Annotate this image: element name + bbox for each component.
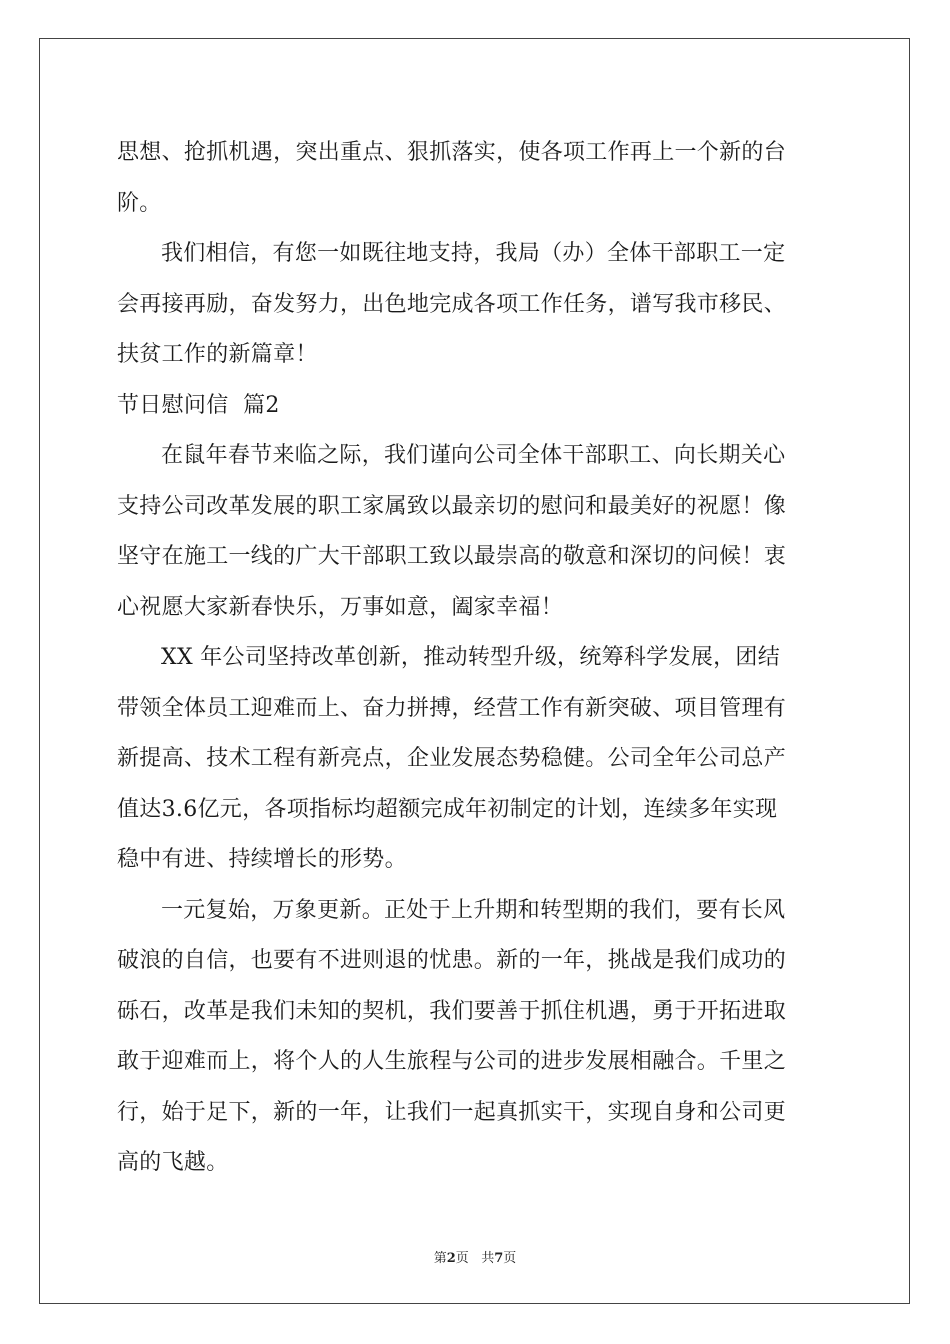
footer-suffix: 页	[503, 1251, 517, 1266]
body-line: 高的飞越。	[117, 1150, 229, 1175]
current-page-number: 2	[446, 1251, 456, 1266]
body-line: 敢于迎难而上，将个人的人生旅程与公司的进步发展相融合。千里之	[117, 1049, 787, 1074]
body-line: 新提高、技术工程有新亮点，企业发展态势稳健。公司全年公司总产	[117, 746, 787, 771]
page-footer	[0, 1247, 950, 1266]
body-line: 带领全体员工迎难而上、奋力拼搏，经营工作有新突破、项目管理有	[117, 695, 787, 721]
body-line: XX 年公司坚持改革创新，推动转型升级，统筹科学发展，团结	[161, 645, 781, 670]
total-page-number: 7	[494, 1251, 504, 1266]
section-heading: 节日慰问信 篇2	[117, 392, 280, 418]
body-line: 支持公司改革发展的职工家属致以最亲切的慰问和最美好的祝愿！像	[117, 493, 787, 519]
footer-prefix: 第	[433, 1251, 447, 1266]
body-line: 阶。	[117, 190, 162, 216]
body-line: 砾石，改革是我们未知的契机，我们要善于抓住机遇，勇于开拓进取	[117, 998, 787, 1024]
body-line: 行，始于足下，新的一年，让我们一起真抓实干，实现自身和公司更	[117, 1099, 787, 1125]
body-line: 破浪的自信，也要有不进则退的忧患。新的一年，挑战是我们成功的	[117, 948, 787, 973]
body-line: 值达3.6亿元，各项指标均超额完成年初制定的计划，连续多年实现	[117, 796, 778, 822]
body-line: 稳中有进、持续增长的形势。	[117, 847, 407, 872]
document-body	[117, 128, 837, 1189]
body-line: 一元复始，万象更新。正处于上升期和转型期的我们，要有长风	[161, 897, 786, 923]
footer-middle: 页 共	[455, 1251, 495, 1266]
body-line: 坚守在施工一线的广大干部职工致以最崇高的敬意和深切的问候！衷	[117, 544, 787, 569]
body-line: 在鼠年春节来临之际，我们谨向公司全体干部职工、向长期关心	[161, 443, 786, 468]
body-line: 心祝愿大家新春快乐，万事如意，阖家幸福！	[117, 594, 564, 620]
body-line: 扶贫工作的新篇章！	[117, 342, 318, 367]
body-line: 会再接再励，奋发努力，出色地完成各项工作任务，谱写我市移民、	[117, 291, 787, 317]
body-line: 我们相信，有您一如既往地支持，我局（办）全体干部职工一定	[161, 241, 786, 266]
body-line: 思想、抢抓机遇，突出重点、狠抓落实，使各项工作再上一个新的台	[117, 140, 787, 165]
